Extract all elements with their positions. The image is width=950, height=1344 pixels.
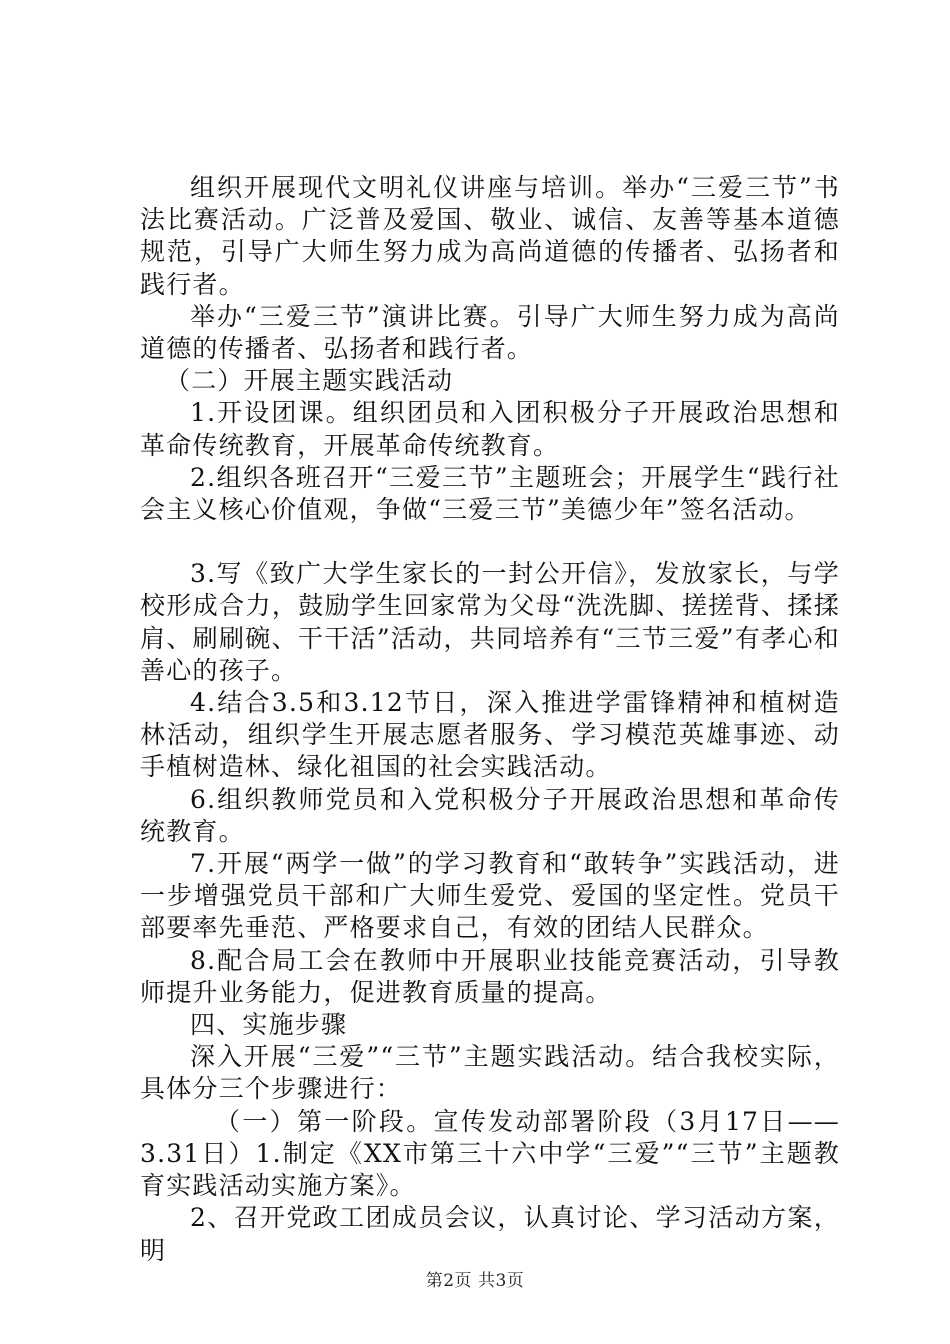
paragraph-etiquette-training: 组织开展现代文明礼仪讲座与培训。举办“三爱三节”书法比赛活动。广泛普及爱国、敬业、诚信、友善等基本道德规范，引导广大师生努力成为高尚道德的传播者、弘扬者和践行者。 xyxy=(140,173,840,299)
paragraph-stage-one: （一）第一阶段。宣传发动部署阶段（3月17日——3.31日）1.制定《XX市第三十六中学“三爱”“三节”主题教育实践活动实施方案》。 xyxy=(140,1106,840,1201)
list-item-1: 1.开设团课。组织团员和入团积极分子开展政治思想和革命传统教育，开展革命传统教育。 xyxy=(140,398,840,460)
paragraph-gap xyxy=(140,526,840,558)
paragraph-speech-contest: 举办“三爱三节”演讲比赛。引导广大师生努力成为高尚道德的传播者、弘扬者和践行者。 xyxy=(140,301,840,364)
list-item-2: 2.组织各班召开“三爱三节”主题班会；开展学生“践行社会主义核心价值观，争做“三爱三节”美德少年”签名活动。 xyxy=(140,462,840,525)
document-body xyxy=(140,172,840,1267)
list-item-8: 8.配合局工会在教师中开展职业技能竞赛活动，引导教师提升业务能力，促进教育质量的提高。 xyxy=(140,945,840,1007)
page-number-footer: 第2页 共3页 xyxy=(425,1271,525,1291)
paragraph-stage-one-item-2: 2、召开党政工团成员会议，认真讨论、学习活动方案，明 xyxy=(140,1203,840,1265)
list-item-6: 6.组织教师党员和入党积极分子开展政治思想和革命传统教育。 xyxy=(140,784,840,846)
section-heading-implementation-steps: 四、实施步骤 xyxy=(190,1010,348,1040)
paragraph-steps-intro: 深入开展“三爱”“三节”主题实践活动。结合我校实际，具体分三个步骤进行： xyxy=(140,1042,840,1104)
section-heading-theme-practice: （二）开展主题实践活动 xyxy=(165,366,454,396)
list-item-7: 7.开展“两学一做”的学习教育和“敢转争”实践活动，进一步增强党员干部和广大师生爱党、爱国的坚定性。党员干部要率先垂范、严格要求自己，有效的团结人民群众。 xyxy=(140,849,840,943)
list-item-3: 3.写《致广大学生家长的一封公开信》，发放家长，与学校形成合力，鼓励学生回家常为父母“洗洗脚、搓搓背、揉揉肩、刷刷碗、干干活”活动，共同培养有“三节三爱”有孝心和善心的孩子。 xyxy=(140,559,840,685)
list-item-4: 4.结合3.5和3.12节日，深入推进学雷锋精神和植树造林活动，组织学生开展志愿者服务、学习模范英雄事迹、动手植树造林、绿化祖国的社会实践活动。 xyxy=(140,688,840,782)
